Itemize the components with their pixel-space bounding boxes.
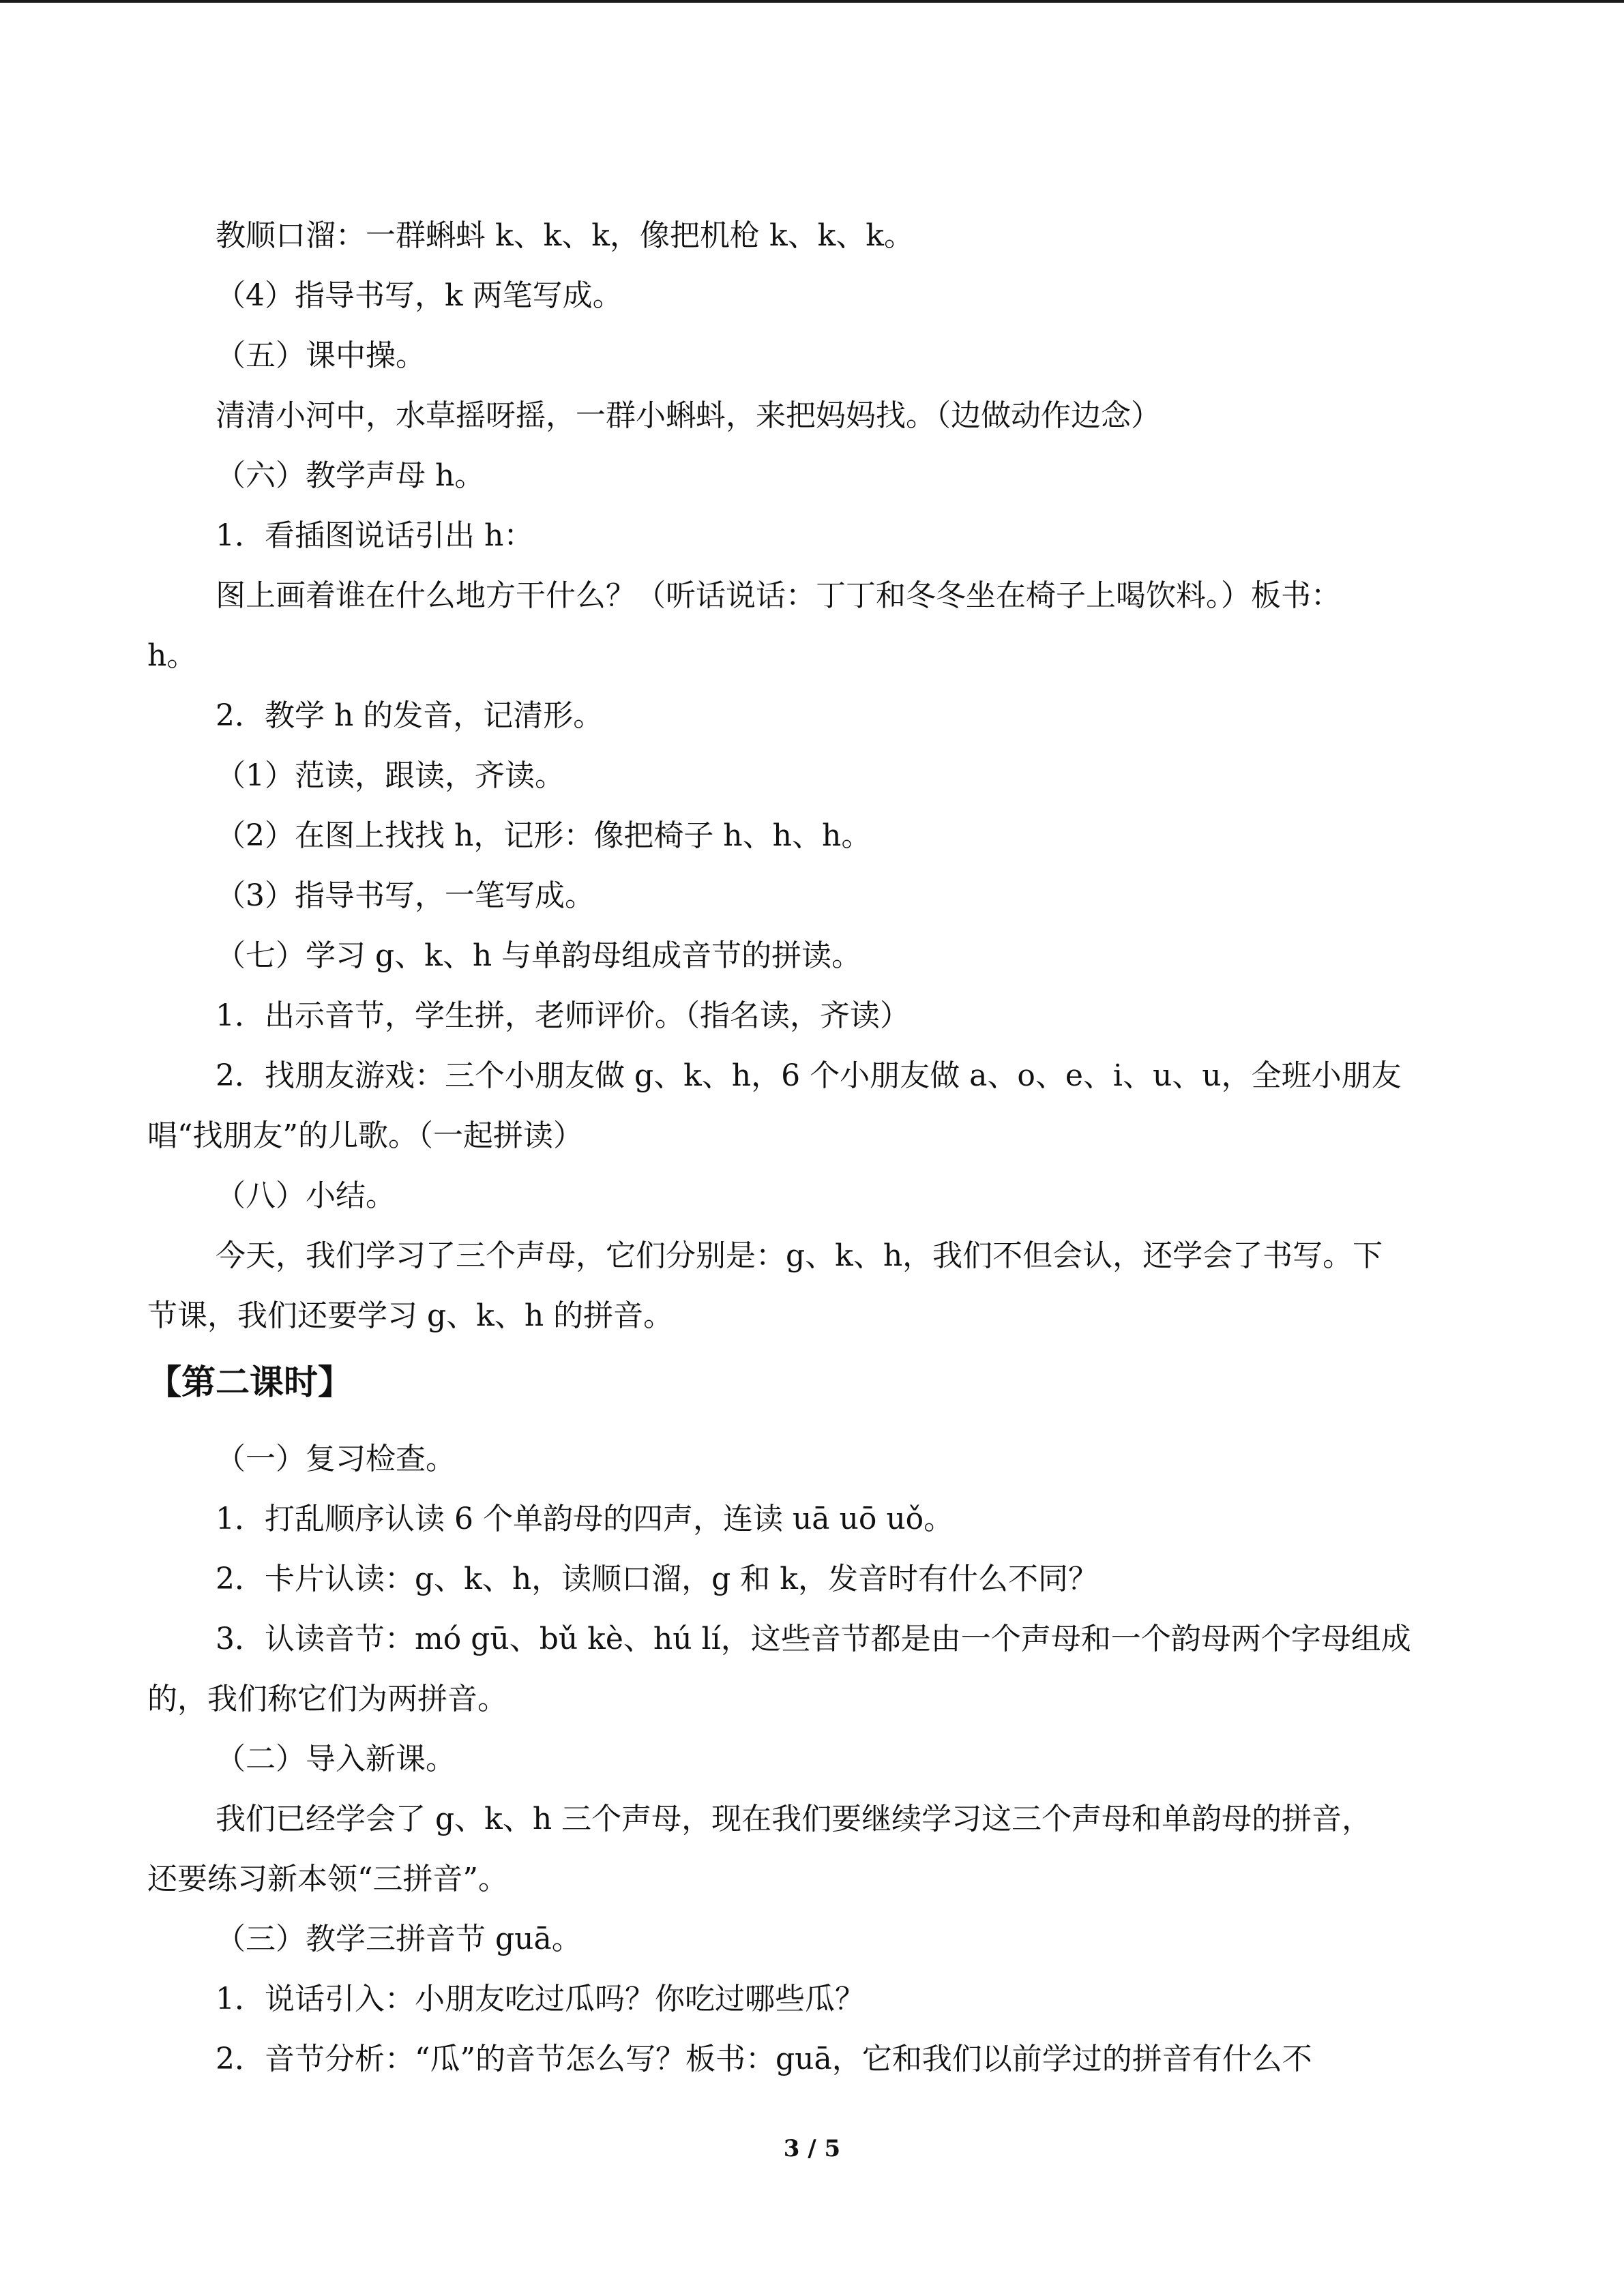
paragraph-line: （六）教学声母 h。 bbox=[216, 458, 485, 493]
paragraph-line: 清清小河中，水草摇呀摇，一群小蝌蚪，来把妈妈找。（边做动作边念） bbox=[216, 398, 1161, 433]
paragraph-line: （一）复习检查。 bbox=[216, 1442, 456, 1476]
paragraph-line: 节课，我们还要学习 g、k、h 的拼音。 bbox=[147, 1298, 674, 1333]
paragraph-line: 我们已经学会了 g、k、h 三个声母，现在我们要继续学习这三个声母和单韵母的拼音， bbox=[216, 1802, 1372, 1836]
paragraph-line: （三）教学三拼音节 guā。 bbox=[216, 1922, 582, 1956]
paragraph-line: 1．打乱顺序认读 6 个单韵母的四声，连读 uā uō uǒ。 bbox=[216, 1502, 954, 1536]
paragraph-line: （七）学习 g、k、h 与单韵母组成音节的拼读。 bbox=[216, 938, 862, 973]
paragraph-line: 2．音节分析：“瓜”的音节怎么写？板书：guā，它和我们以前学过的拼音有什么不 bbox=[216, 2042, 1312, 2076]
paragraph-line: （二）导入新课。 bbox=[216, 1742, 456, 1776]
paragraph-line: （1）范读，跟读，齐读。 bbox=[216, 758, 565, 793]
paragraph-line: 1．出示音节，学生拼，老师评价。（指名读，齐读） bbox=[216, 998, 910, 1033]
paragraph-line: （八）小结。 bbox=[216, 1178, 396, 1213]
page-number: 3 / 5 bbox=[783, 2135, 841, 2162]
paragraph-line: （3）指导书写，一笔写成。 bbox=[216, 878, 595, 913]
lesson-heading: 【第二课时】 bbox=[147, 1362, 352, 1402]
paragraph-line: h。 bbox=[147, 638, 197, 673]
paragraph-line: 1．说话引入：小朋友吃过瓜吗？你吃过哪些瓜？ bbox=[216, 1982, 865, 2016]
paragraph-line: （五）课中操。 bbox=[216, 338, 426, 373]
paragraph-line: 图上画着谁在什么地方干什么？（听话说话：丁丁和冬冬坐在椅子上喝饮料。）板书： bbox=[216, 578, 1341, 613]
paragraph-line: 还要练习新本领“三拼音”。 bbox=[147, 1862, 508, 1896]
paragraph-line: 的，我们称它们为两拼音。 bbox=[147, 1682, 507, 1716]
paragraph-line: 1．看插图说话引出 h： bbox=[216, 518, 534, 553]
paragraph-line: 2．教学 h 的发音，记清形。 bbox=[216, 698, 604, 733]
paragraph-line: 今天，我们学习了三个声母，它们分别是：g、k、h，我们不但会认，还学会了书写。下 bbox=[216, 1238, 1383, 1273]
paragraph-line: 3．认读音节：mó gū、bǔ kè、hú lí，这些音节都是由一个声母和一个韵母两个字母组成 bbox=[216, 1622, 1411, 1656]
page-top-border bbox=[0, 0, 1624, 3]
paragraph-line: （2）在图上找找 h，记形：像把椅子 h、h、h。 bbox=[216, 818, 872, 853]
paragraph-line: 2．卡片认读：g、k、h，读顺口溜，g 和 k，发音时有什么不同？ bbox=[216, 1562, 1098, 1596]
paragraph-line: 2．找朋友游戏：三个小朋友做 g、k、h，6 个小朋友做 a、o、e、i、u、u，全班小朋友 bbox=[216, 1058, 1402, 1093]
paragraph-line: 教顺口溜：一群蝌蚪 k、k、k，像把机枪 k、k、k。 bbox=[216, 218, 914, 253]
paragraph-line: 唱“找朋友”的儿歌。（一起拼读） bbox=[147, 1118, 583, 1153]
paragraph-line: （4）指导书写，k 两笔写成。 bbox=[216, 278, 623, 313]
